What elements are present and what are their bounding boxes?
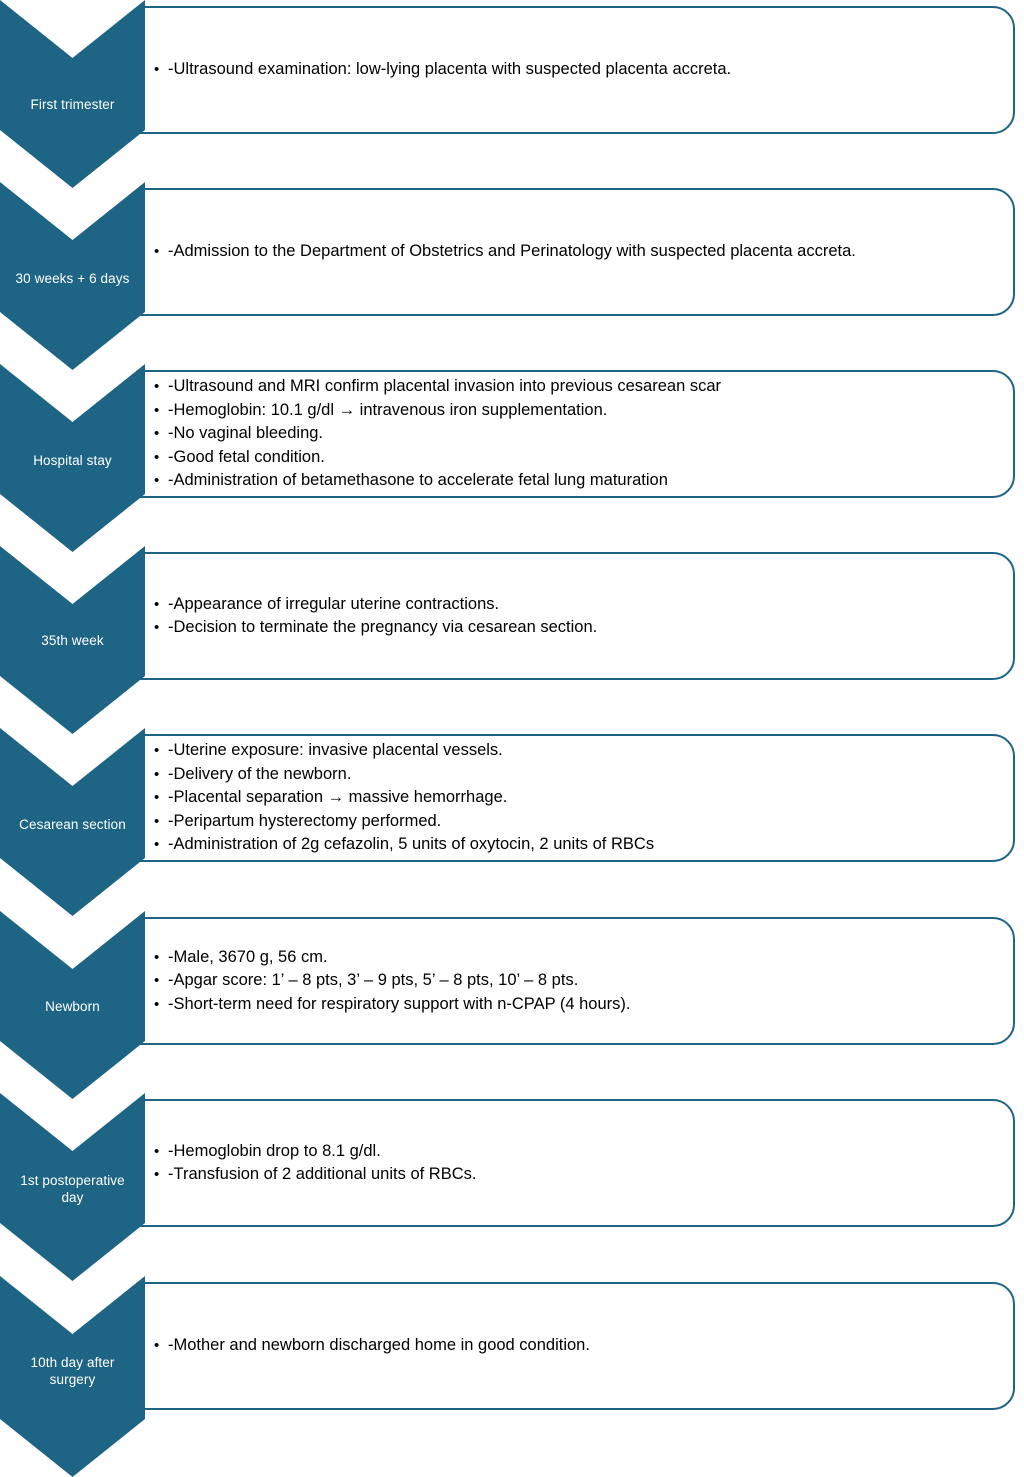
stage-bullet-list <box>142 1334 1013 1358</box>
chevron-icon <box>0 0 145 188</box>
stage-label: 10th day after surgery <box>30 1355 115 1387</box>
stage-label: 35th week <box>41 633 104 648</box>
bullet-item: • -Short-term need for respiratory support with n-CPAP (4 hours). <box>154 993 999 1017</box>
bullet-item: • -Appearance of irregular uterine contractions. <box>154 593 999 617</box>
stage-label: Newborn <box>45 999 100 1014</box>
bullet-item: • -Uterine exposure: invasive placental vessels. <box>154 739 999 763</box>
bullet-item: • -Apgar score: 1’ – 8 pts, 3’ – 9 pts, 5’ – 8 pts, 10’ – 8 pts. <box>154 969 999 993</box>
bullet-item: • -Administration of 2g cefazolin, 5 units of oxytocin, 2 units of RBCs <box>154 833 999 857</box>
stage-bullet-list <box>142 946 1013 1017</box>
stage-label: First trimester <box>30 97 115 112</box>
stage-label: 30 weeks + 6 days <box>15 271 130 286</box>
stage-content-box <box>140 6 1015 134</box>
stage-chevron[interactable] <box>0 0 145 188</box>
stage-content-box <box>140 1099 1015 1227</box>
bullet-item: • -Male, 3670 g, 56 cm. <box>154 946 999 970</box>
stage-content-box <box>140 188 1015 316</box>
stage-bullet-list <box>142 375 1013 493</box>
bullet-item: • -Transfusion of 2 additional units of RBCs. <box>154 1163 999 1187</box>
stage-content-box <box>140 370 1015 498</box>
chevron-icon <box>0 911 145 1099</box>
stage-bullet-list <box>142 58 1013 82</box>
bullet-item: • -Mother and newborn discharged home in good condition. <box>154 1334 999 1358</box>
stage-chevron[interactable] <box>0 728 145 916</box>
stage-chevron[interactable] <box>0 1093 145 1281</box>
bullet-item: • -Hemoglobin: 10.1 g/dl → intravenous iron supplementation. <box>154 399 999 423</box>
stage-chevron[interactable] <box>0 182 145 370</box>
stage-bullet-list <box>142 739 1013 857</box>
chevron-icon <box>0 728 145 916</box>
stage-label: Cesarean section <box>19 817 126 832</box>
stage-label: Hospital stay <box>33 453 112 468</box>
bullet-item: • -Delivery of the newborn. <box>154 763 999 787</box>
chevron-icon <box>0 1276 145 1477</box>
stage-content-box <box>140 552 1015 680</box>
bullet-item: • -No vaginal bleeding. <box>154 422 999 446</box>
chevron-icon <box>0 182 145 370</box>
bullet-item: • -Ultrasound and MRI confirm placental invasion into previous cesarean scar <box>154 375 999 399</box>
bullet-item: • -Hemoglobin drop to 8.1 g/dl. <box>154 1140 999 1164</box>
stage-chevron[interactable] <box>0 1276 145 1477</box>
stage-chevron[interactable] <box>0 546 145 734</box>
bullet-item: • -Decision to terminate the pregnancy via cesarean section. <box>154 616 999 640</box>
chevron-icon <box>0 546 145 734</box>
bullet-item: • -Placental separation → massive hemorrhage. <box>154 786 999 810</box>
stage-label: 1st postoperative day <box>20 1173 125 1205</box>
stage-content-box <box>140 917 1015 1045</box>
stage-chevron[interactable] <box>0 911 145 1099</box>
stage-bullet-list <box>142 1140 1013 1187</box>
stage-bullet-list <box>142 593 1013 640</box>
stage-content-box <box>140 1282 1015 1410</box>
bullet-item: • -Ultrasound examination: low-lying placenta with suspected placenta accreta. <box>154 58 999 82</box>
stage-chevron[interactable] <box>0 364 145 552</box>
chevron-icon <box>0 1093 145 1281</box>
stage-content-box <box>140 734 1015 862</box>
bullet-item: • -Peripartum hysterectomy performed. <box>154 810 999 834</box>
bullet-item: • -Administration of betamethasone to accelerate fetal lung maturation <box>154 469 999 493</box>
chevron-icon <box>0 364 145 552</box>
bullet-item: • -Admission to the Department of Obstetrics and Perinatology with suspected placenta accreta. <box>154 240 999 264</box>
bullet-item: • -Good fetal condition. <box>154 446 999 470</box>
stage-bullet-list <box>142 240 1013 264</box>
